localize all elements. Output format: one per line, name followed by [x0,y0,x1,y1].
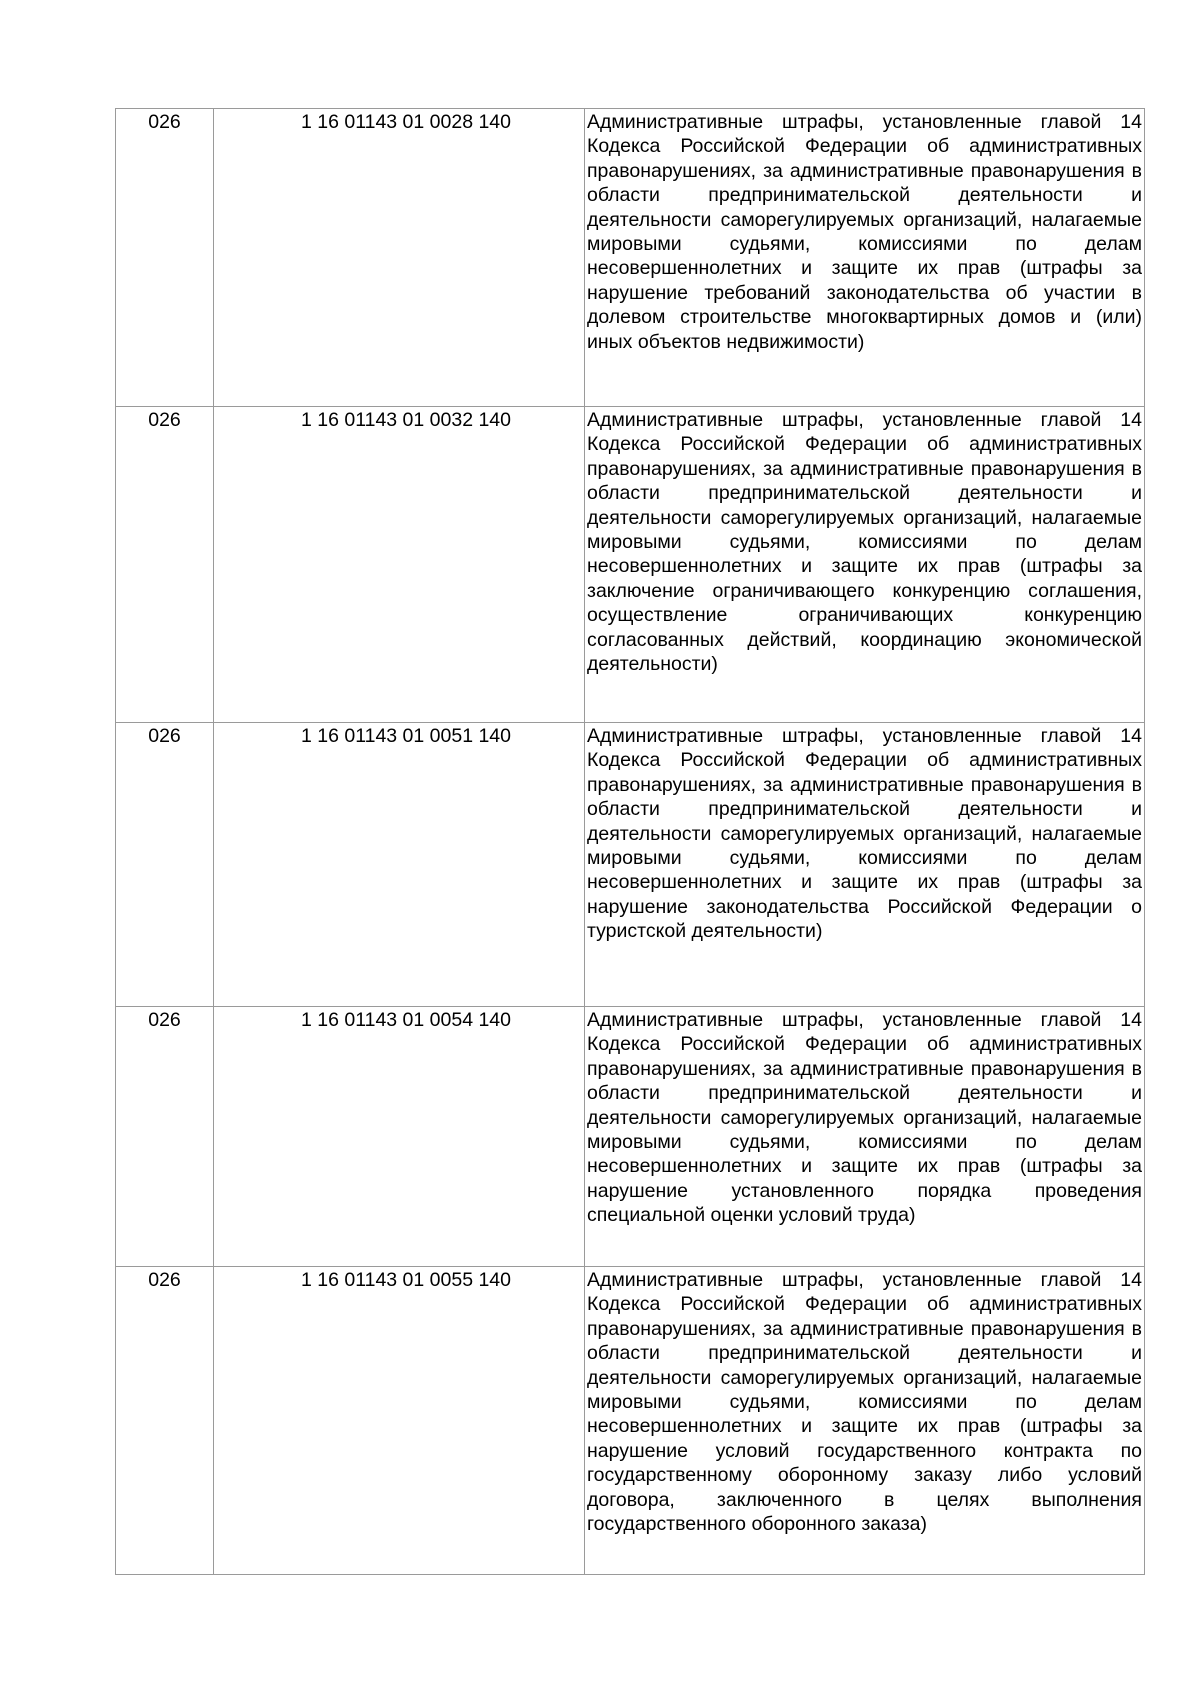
kbk-code-cell: 1 16 01143 01 0028 140 [214,109,585,407]
description-cell: Административные штрафы, установленные главой 14 Кодекса Российской Федерации об административных правонарушениях, за административные правонарушения в области предпринимательской деятельности и деятельности саморегулируемых организаций, налагаемые мировыми судьями, комиссиями по делам несовершеннолетних и защите их прав (штрафы за заключение ограничивающего конкуренцию соглашения, осуществление ограничивающих конкуренцию согласованных действий, координацию экономической деятельности) [585,407,1145,723]
kbk-code-cell: 1 16 01143 01 0051 140 [214,723,585,1007]
fines-table [115,108,1145,1575]
description-cell: Административные штрафы, установленные главой 14 Кодекса Российской Федерации об административных правонарушениях, за административные правонарушения в области предпринимательской деятельности и деятельности саморегулируемых организаций, налагаемые мировыми судьями, комиссиями по делам несовершеннолетних и защите их прав (штрафы за нарушение условий государственного контракта по государственному оборонному заказу либо условий договора, заключенного в целях выполнения государственного оборонного заказа) [585,1267,1145,1575]
table-row [116,723,1145,1007]
table-row [116,109,1145,407]
table-row [116,1007,1145,1267]
description-cell: Административные штрафы, установленные главой 14 Кодекса Российской Федерации об административных правонарушениях, за административные правонарушения в области предпринимательской деятельности и деятельности саморегулируемых организаций, налагаемые мировыми судьями, комиссиями по делам несовершеннолетних и защите их прав (штрафы за нарушение законодательства Российской Федерации о туристской деятельности) [585,723,1145,1007]
table-row [116,1267,1145,1575]
description-cell: Административные штрафы, установленные главой 14 Кодекса Российской Федерации об административных правонарушениях, за административные правонарушения в области предпринимательской деятельности и деятельности саморегулируемых организаций, налагаемые мировыми судьями, комиссиями по делам несовершеннолетних и защите их прав (штрафы за нарушение требований законодательства об участии в долевом строительстве многоквартирных домов и (или) иных объектов недвижимости) [585,109,1145,407]
kbk-code-cell: 1 16 01143 01 0055 140 [214,1267,585,1575]
kbk-code-cell: 1 16 01143 01 0032 140 [214,407,585,723]
admin-code-cell: 026 [116,407,214,723]
admin-code-cell: 026 [116,109,214,407]
description-cell: Административные штрафы, установленные главой 14 Кодекса Российской Федерации об административных правонарушениях, за административные правонарушения в области предпринимательской деятельности и деятельности саморегулируемых организаций, налагаемые мировыми судьями, комиссиями по делам несовершеннолетних и защите их прав (штрафы за нарушение установленного порядка проведения специальной оценки условий труда) [585,1007,1145,1267]
admin-code-cell: 026 [116,723,214,1007]
table-row [116,407,1145,723]
admin-code-cell: 026 [116,1267,214,1575]
admin-code-cell: 026 [116,1007,214,1267]
kbk-code-cell: 1 16 01143 01 0054 140 [214,1007,585,1267]
